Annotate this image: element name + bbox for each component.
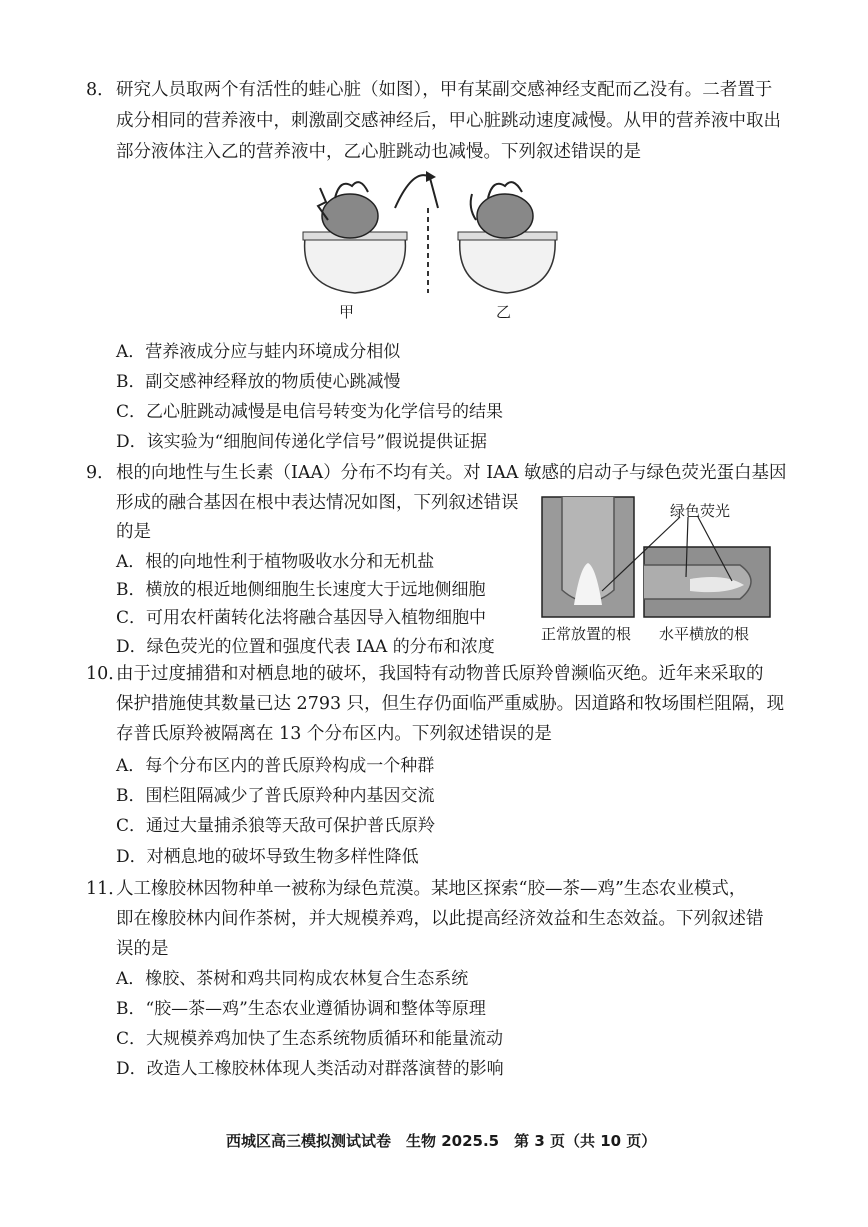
- q9-number: 9．: [86, 463, 115, 483]
- q9-option-d: D．绿色荧光的位置和强度代表 IAA 的分布和浓度: [116, 637, 495, 657]
- q10-number: 10．: [86, 664, 126, 684]
- q8-option-a: A．营养液成分应与蛙内环境成分相似: [116, 342, 401, 362]
- q9-option-c: C．可用农杆菌转化法将融合基因导入植物细胞中: [116, 608, 487, 628]
- q10-option-d: D．对栖息地的破坏导致生物多样性降低: [116, 847, 419, 867]
- q11-option-d: D．改造人工橡胶林体现人类活动对群落演替的影响: [116, 1059, 504, 1079]
- q10-stem-line-3: 存普氏原羚被隔离在 13 个分布区内。下列叙述错误的是: [116, 724, 552, 744]
- fig-label-yi: 乙: [496, 303, 512, 321]
- frog-heart-figure: [300, 168, 560, 298]
- q8-number: 8．: [86, 80, 115, 100]
- q11-option-a: A．橡胶、茶树和鸡共同构成农林复合生态系统: [116, 969, 469, 989]
- q11-number: 11．: [86, 879, 126, 899]
- q8-stem-line-3: 部分液体注入乙的营养液中，乙心脏跳动也减慢。下列叙述错误的是: [116, 142, 641, 162]
- q10-option-c: C．通过大量捕杀狼等天敌可保护普氏原羚: [116, 816, 436, 836]
- q8-option-d: D．该实验为“细胞间传递化学信号”假说提供证据: [116, 432, 488, 452]
- root-fluorescence-figure: [540, 495, 772, 620]
- q10-option-b: B．围栏阻隔减少了普氏原羚种内基因交流: [116, 786, 435, 806]
- q11-option-c: C．大规模养鸡加快了生态系统物质循环和能量流动: [116, 1029, 504, 1049]
- q10-stem-line-2: 保护措施使其数量已达 2793 只，但生存仍面临严重威胁。因道路和牧场围栏阻隔，现: [116, 694, 785, 714]
- q9-stem-line-2: 形成的融合基因在根中表达情况如图，下列叙述错误: [116, 493, 519, 513]
- q9-stem-line-1: 根的向地性与生长素（IAA）分布不均有关。对 IAA 敏感的启动子与绿色荧光蛋白基因: [116, 463, 787, 483]
- q8-stem-line-1: 研究人员取两个有活性的蛙心脏（如图），甲有某副交感神经支配而乙没有。二者置于: [116, 80, 773, 100]
- q11-stem-line-3: 误的是: [116, 939, 169, 959]
- q10-stem-line-1: 由于过度捕猎和对栖息地的破坏，我国特有动物普氏原羚曾濒临灭绝。近年来采取的: [116, 664, 764, 684]
- q8-option-b: B．副交感神经释放的物质使心跳减慢: [116, 372, 401, 392]
- fig-caption-horizontal-root: 水平横放的根: [659, 625, 750, 643]
- q11-option-b: B．“胶—茶—鸡”生态农业遵循协调和整体等原理: [116, 999, 486, 1019]
- fig-label-green-fluorescence: 绿色荧光: [670, 502, 731, 520]
- q11-stem-line-1: 人工橡胶林因物种单一被称为绿色荒漠。某地区探索“胶—茶—鸡”生态农业模式，: [116, 879, 747, 899]
- page-footer: 西城区高三模拟测试试卷 生物 2025.5 第 3 页（共 10 页）: [226, 1132, 657, 1150]
- fig-label-jia: 甲: [339, 303, 355, 321]
- q8-option-c: C．乙心脏跳动减慢是电信号转变为化学信号的结果: [116, 402, 504, 422]
- q9-stem-line-3: 的是: [116, 522, 151, 542]
- q8-stem-line-2: 成分相同的营养液中，刺激副交感神经后，甲心脏跳动速度减慢。从甲的营养液中取出: [116, 111, 781, 131]
- q9-option-a: A．根的向地性利于植物吸收水分和无机盐: [116, 552, 435, 572]
- fig-caption-normal-root: 正常放置的根: [541, 625, 632, 643]
- q11-stem-line-2: 即在橡胶林内间作茶树，并大规模养鸡，以此提高经济效益和生态效益。下列叙述错: [116, 909, 764, 929]
- q9-option-b: B．横放的根近地侧细胞生长速度大于远地侧细胞: [116, 580, 486, 600]
- q10-option-a: A．每个分布区内的普氏原羚构成一个种群: [116, 756, 435, 776]
